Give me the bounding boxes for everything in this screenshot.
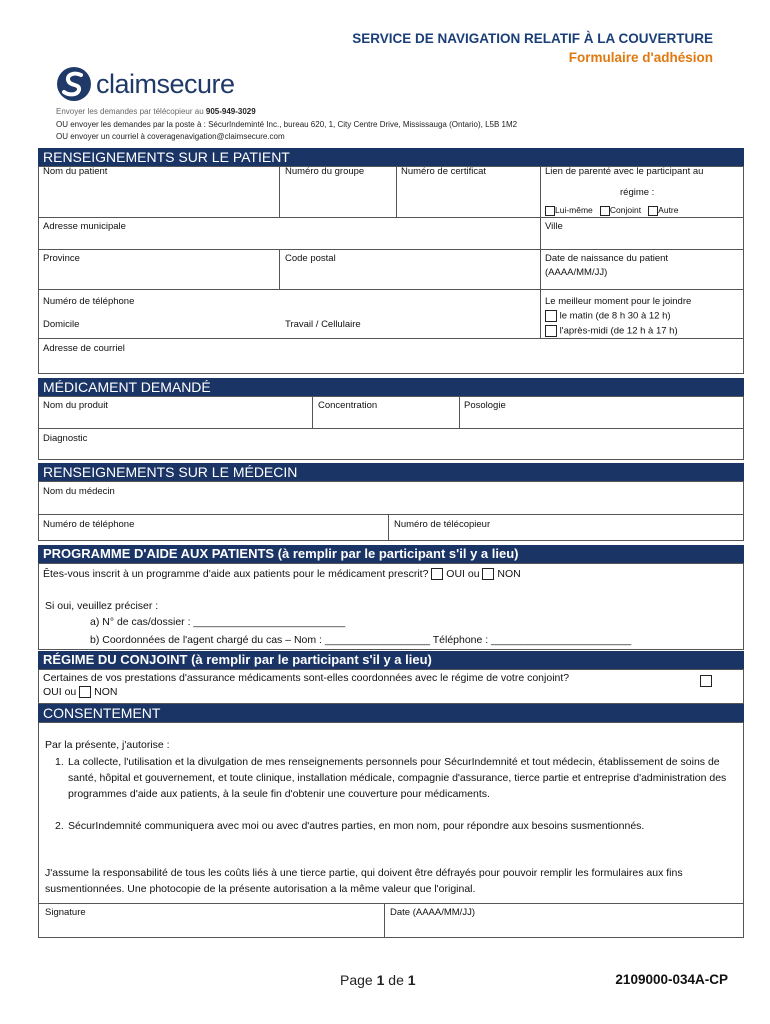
phone-label: Numéro de téléphone (43, 296, 135, 307)
physician-section (38, 481, 744, 541)
date-field[interactable]: Date (AAAA/MM/JJ) (390, 907, 475, 918)
program-no-checkbox[interactable] (482, 568, 494, 580)
province-field[interactable]: Province (43, 253, 80, 264)
physician-name-field[interactable]: Nom du médecin (43, 486, 115, 497)
fax-line: Envoyer les demandes par télécopieur au 905-949-3029 (56, 107, 256, 116)
diagnosis-field[interactable]: Diagnostic (43, 433, 88, 444)
page-number: Page 1 de 1 (340, 972, 416, 988)
section-consent-header: CONSENTEMENT (38, 704, 744, 722)
home-phone-field[interactable]: Domicile (43, 319, 80, 330)
patient-name-field[interactable]: Nom du patient (43, 166, 108, 177)
spouse-no-checkbox[interactable] (79, 686, 91, 698)
form-title: SERVICE DE NAVIGATION RELATIF À LA COUVERTURE (352, 31, 713, 46)
fax-number: 905-949-3029 (205, 107, 256, 116)
consent-item-2: 2. SécurIndemnité communiquera avec moi ou avec d'autres parties, en mon nom, pour répondre aux besoins susmentionnés. (55, 820, 645, 832)
relationship-options: Lui-même Conjoint Autre (545, 205, 679, 216)
physician-fax-field[interactable]: Numéro de télécopieur (394, 519, 491, 530)
claimsecure-logo (56, 66, 235, 102)
street-address-field[interactable]: Adresse municipale (43, 221, 126, 232)
form-code: 2109000-034A-CP (615, 972, 728, 987)
morning-checkbox[interactable] (545, 310, 557, 322)
program-yes-checkbox[interactable] (431, 568, 443, 580)
product-name-field[interactable]: Nom du produit (43, 400, 108, 411)
self-checkbox[interactable] (545, 206, 555, 216)
physician-phone-field[interactable]: Numéro de téléphone (43, 519, 135, 530)
other-checkbox[interactable] (648, 206, 658, 216)
program-question: Êtes-vous inscrit à un programme d'aide aux patients pour le médicament prescrit? OUI ou NON (43, 568, 521, 580)
spouse-checkbox[interactable] (600, 206, 610, 216)
section-patient-header: RENSEIGNEMENTS SUR LE PATIENT (38, 148, 744, 166)
city-field[interactable]: Ville (545, 221, 563, 232)
consent-item-1: 1. La collecte, l'utilisation et la divulgation de mes renseignements personnels pour SécurIndemnité et tout médecin, établissement de soins de santé, hôpital et gouvernement, et toute clinique, installation médicale, compagnie d'assurance, tierce partie et entreprise d'administration des programmes d'aide aux patients, à la seule fin d'obtenir une couverture pour médicaments. (55, 756, 727, 800)
spouse-extra-checkbox[interactable] (700, 675, 712, 687)
dob-field[interactable]: Date de naissance du patient (545, 253, 669, 264)
spouse-answer: OUI ou NON (43, 686, 118, 698)
relationship-label: Lien de parenté avec le participant au (545, 166, 704, 177)
afternoon-checkbox[interactable] (545, 325, 557, 337)
case-number-field[interactable]: a) N° de cas/dossier : __________________________ (90, 616, 346, 628)
group-number-field[interactable]: Numéro du groupe (285, 166, 365, 177)
work-phone-field[interactable]: Travail / Cellulaire (285, 319, 361, 330)
section-medication-header: MÉDICAMENT DEMANDÉ (38, 378, 744, 396)
section-program-header: PROGRAMME D'AIDE AUX PATIENTS (à remplir par le participant s'il y a lieu) (38, 545, 744, 563)
postal-code-field[interactable]: Code postal (285, 253, 336, 264)
signature-field[interactable]: Signature (45, 907, 86, 918)
dosage-field[interactable]: Posologie (464, 400, 506, 411)
morning-option: le matin (de 8 h 30 à 12 h) (545, 310, 671, 322)
certificate-number-field[interactable]: Numéro de certificat (401, 166, 487, 177)
consent-responsibility: J'assume la responsabilité de tous les coûts liés à une tierce partie, qui doivent être défrayés pour pouvoir remplir les formulaires aux fins susmentionnées. Une photocopie de la présente autorisation a la même valeur que l'original. (45, 867, 683, 895)
consent-intro: Par la présente, j'autorise : (45, 739, 170, 751)
best-time-label: Le meilleur moment pour le joindre (545, 296, 692, 307)
logo-text: claimsecure (96, 68, 235, 99)
form-subtitle: Formulaire d'adhésion (568, 50, 713, 65)
section-physician-header: RENSEIGNEMENTS SUR LE MÉDECIN (38, 463, 744, 481)
email-line: OU envoyer un courriel à coveragenavigation@claimsecure.com (56, 132, 285, 141)
program-specify: Si oui, veuillez préciser : (45, 600, 159, 612)
mail-line: OU envoyer les demandes par la poste à : SécurIndeminté Inc., bureau 620, 1, City Centre Drive, Mississauga (Ontario), L5B 1M2 (56, 120, 518, 129)
spouse-question: Certaines de vos prestations d'assurance médicaments sont-elles coordonnées avec le régime de votre conjoint? (43, 672, 570, 684)
relationship-label-2: régime : (620, 187, 655, 198)
afternoon-option: l'après-midi (de 12 h à 17 h) (545, 325, 678, 337)
dob-format: (AAAA/MM/JJ) (545, 267, 608, 278)
logo-mark-icon (56, 66, 92, 102)
strength-field[interactable]: Concentration (318, 400, 378, 411)
email-field[interactable]: Adresse de courriel (43, 343, 125, 354)
case-agent-field[interactable]: b) Coordonnées de l'agent chargé du cas – Nom : __________________ Téléphone : ________________________ (90, 634, 632, 646)
section-spouse-header: RÉGIME DU CONJOINT (à remplir par le participant s'il y a lieu) (38, 651, 744, 669)
